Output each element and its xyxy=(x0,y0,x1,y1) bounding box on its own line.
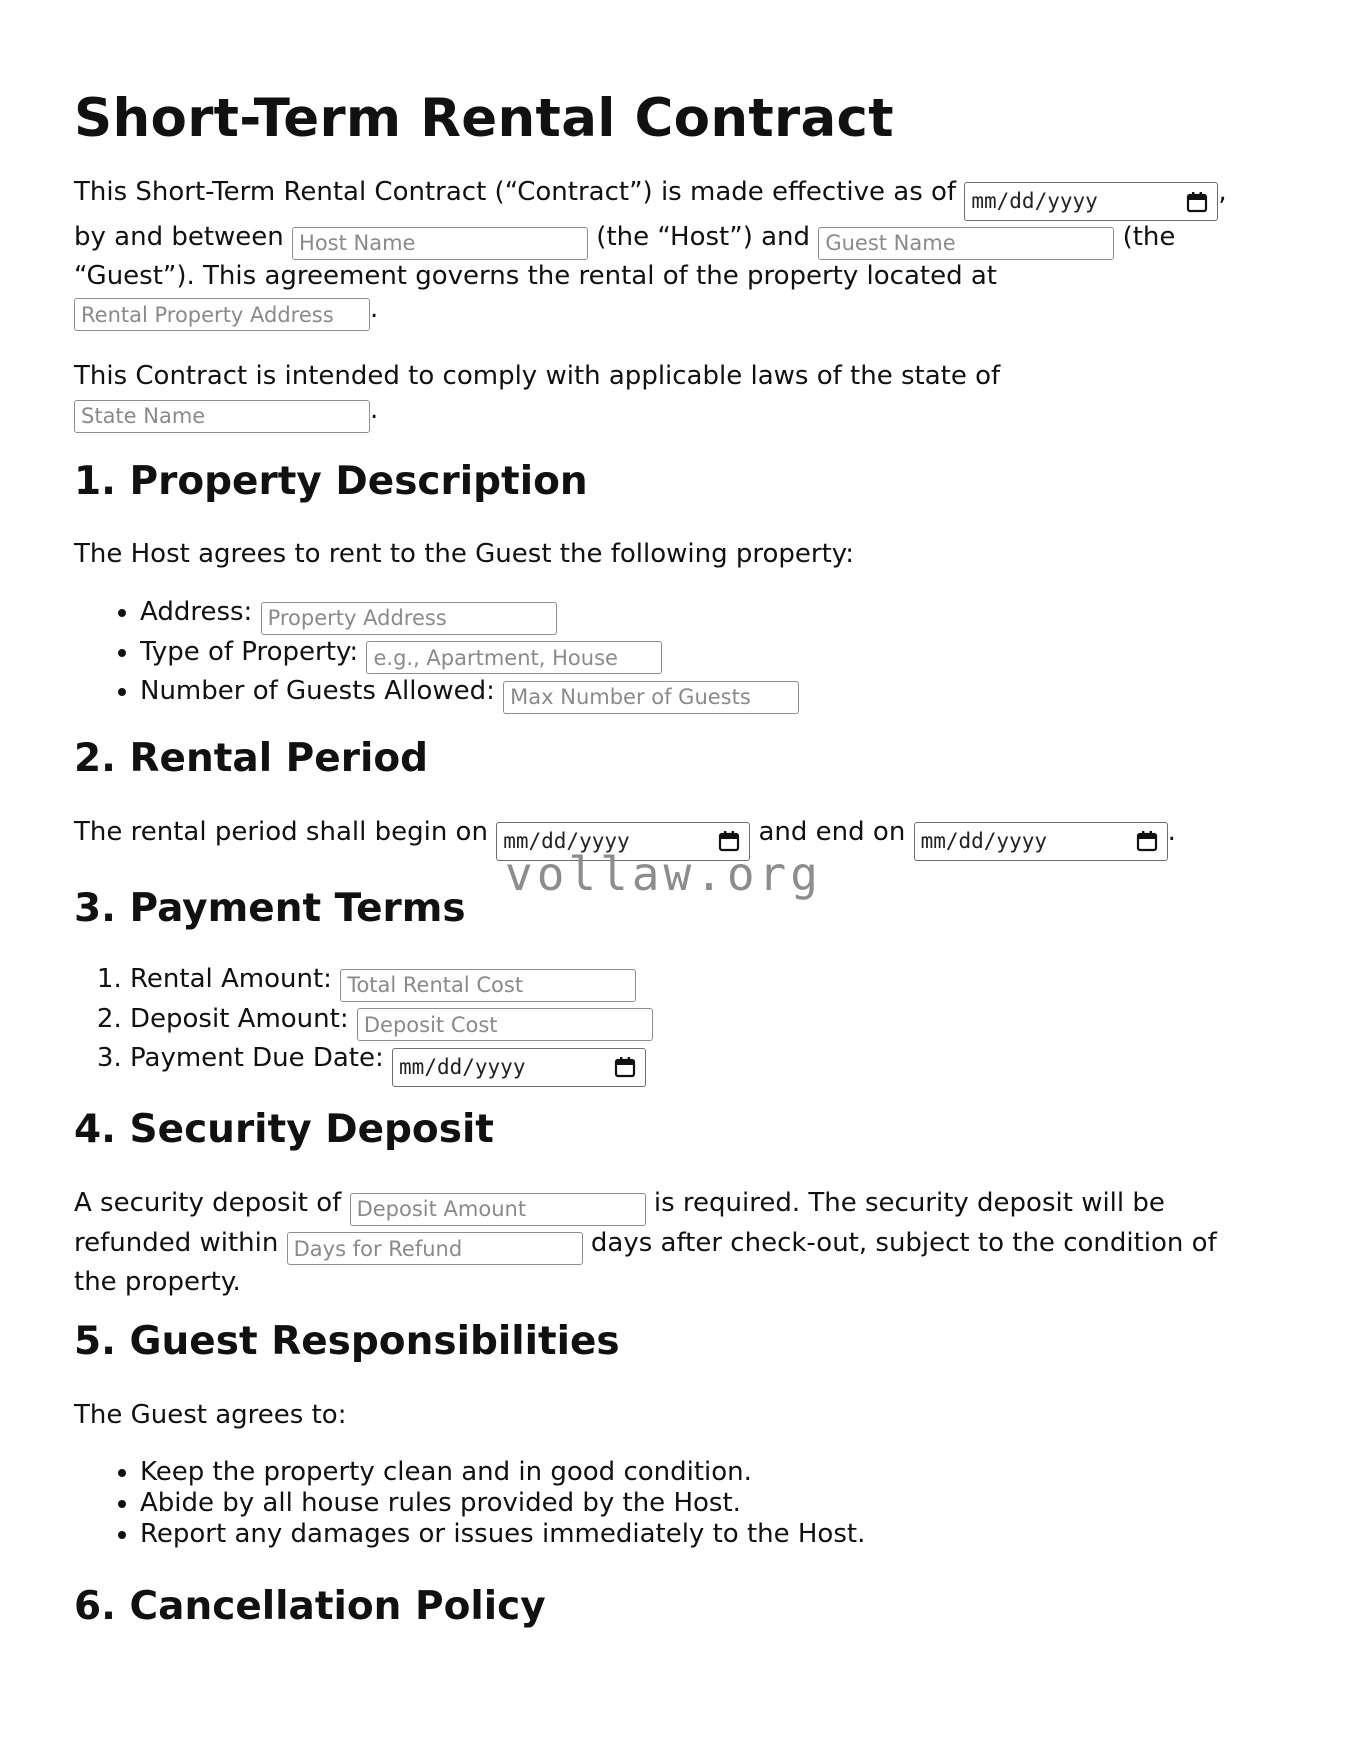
list-item: • Abide by all house rules provided by the Host. xyxy=(140,1488,865,1519)
list-item: • Type of Property: e.g., Apartment, House xyxy=(140,635,799,675)
list-item: 2. Deposit Amount: Deposit Cost xyxy=(130,1002,653,1042)
deposit-amount-input[interactable] xyxy=(357,1008,653,1041)
end-date-input[interactable]: mm/dd/yyyy xyxy=(914,822,1168,861)
list-item: 1. Rental Amount: Total Rental Cost xyxy=(130,962,653,1002)
property-type-input[interactable] xyxy=(366,641,662,674)
property-address-input[interactable] xyxy=(261,602,557,635)
payment-terms-list xyxy=(64,962,653,1087)
section-heading-security-deposit: 4. Security Deposit xyxy=(74,1107,494,1152)
property-details-list xyxy=(74,595,799,714)
intro-paragraph: This Short-Term Rental Contract (“Contract”) is made effective as of mm/dd/yyyy , by and between Host Name (the “Host”) and Guest Name (the “Guest”). This agreement governs the rental of the property located at Rental Property Address. xyxy=(74,176,1254,331)
page-title: Short-Term Rental Contract xyxy=(74,88,894,149)
host-name-input[interactable] xyxy=(292,227,588,260)
security-deposit-paragraph: A security deposit of Deposit Amount is required. The security deposit will be refunded within Days for Refund days after check-out, subject to the condition of the property. xyxy=(74,1186,1254,1299)
rental-property-address-input[interactable] xyxy=(74,298,370,331)
effective-date-input[interactable]: mm/dd/yyyy xyxy=(964,182,1218,221)
security-deposit-amount-input[interactable] xyxy=(350,1193,646,1226)
list-item: • Address: Property Address xyxy=(140,595,799,635)
guest-responsibilities-list xyxy=(74,1457,865,1550)
section-heading-payment-terms: 3. Payment Terms xyxy=(74,886,466,931)
compliance-paragraph: This Contract is intended to comply with applicable laws of the state of State Name. xyxy=(74,359,1254,433)
guest-name-input[interactable] xyxy=(818,227,1114,260)
rental-period-text: The rental period shall begin on mm/dd/yyyy and end on mm/dd/yyyy . xyxy=(74,815,1176,861)
watermark: vollaw.org xyxy=(505,847,822,901)
calendar-icon[interactable] xyxy=(613,1055,637,1079)
list-item: • Keep the property clean and in good condition. xyxy=(140,1457,865,1488)
property-intro-text: The Host agrees to rent to the Guest the following property: xyxy=(74,539,855,569)
section-heading-property-description: 1. Property Description xyxy=(74,459,588,504)
section-heading-rental-period: 2. Rental Period xyxy=(74,736,429,781)
section-heading-cancellation-policy: 6. Cancellation Policy xyxy=(74,1584,546,1629)
list-item: 3. Payment Due Date: mm/dd/yyyy xyxy=(130,1041,653,1087)
guest-responsibilities-intro: The Guest agrees to: xyxy=(74,1400,347,1430)
refund-days-input[interactable] xyxy=(287,1232,583,1265)
start-date-input[interactable]: mm/dd/yyyy xyxy=(496,822,750,861)
state-name-input[interactable] xyxy=(74,400,370,433)
section-heading-guest-responsibilities: 5. Guest Responsibilities xyxy=(74,1319,620,1364)
payment-due-date-input[interactable]: mm/dd/yyyy xyxy=(392,1048,646,1087)
calendar-icon[interactable] xyxy=(1135,829,1159,853)
calendar-icon[interactable] xyxy=(1185,190,1209,214)
list-item: • Number of Guests Allowed: Max Number of Guests xyxy=(140,674,799,714)
rental-amount-input[interactable] xyxy=(340,969,636,1002)
list-item: • Report any damages or issues immediately to the Host. xyxy=(140,1519,865,1550)
max-guests-input[interactable] xyxy=(503,681,799,714)
